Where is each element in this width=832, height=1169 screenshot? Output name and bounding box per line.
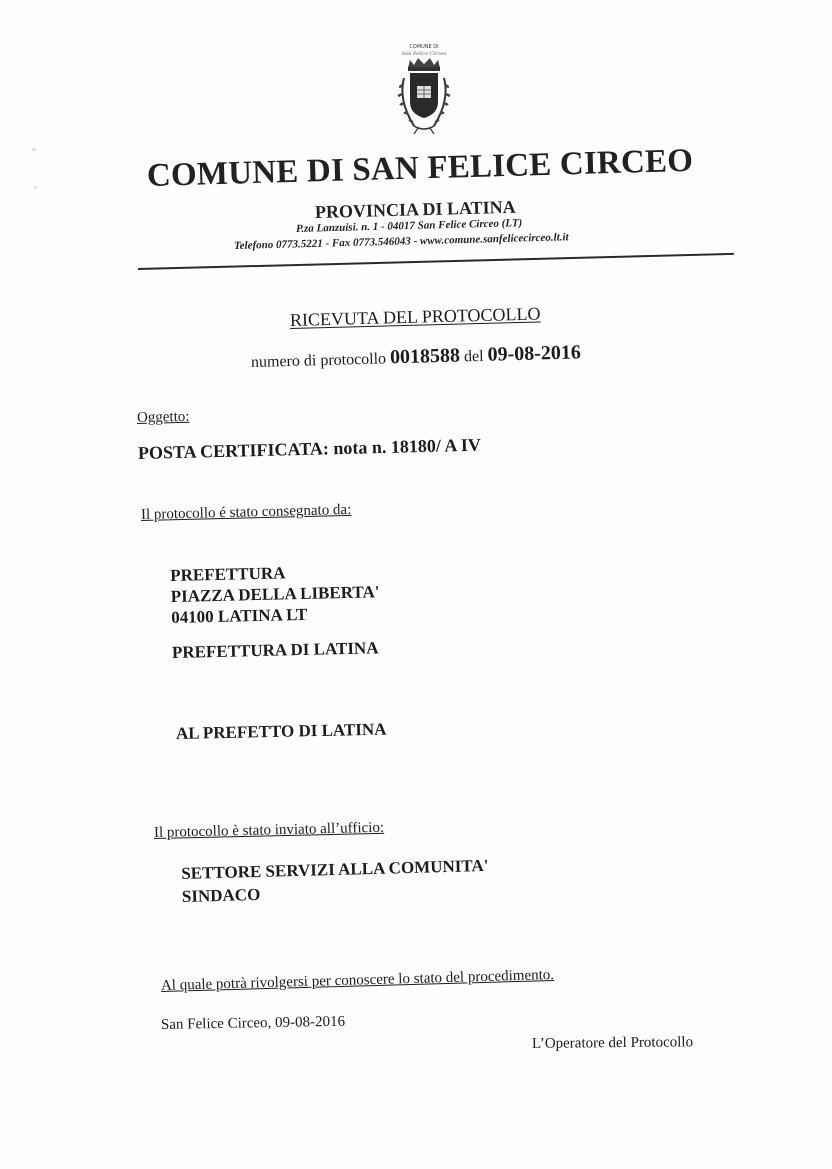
- office-line: SINDACO: [181, 884, 261, 906]
- svg-text:San Felice Circeo: San Felice Circeo: [401, 51, 447, 57]
- procedure-note: Al quale potrà rivolgersi per conoscere lo stato del procedimento.: [160, 967, 555, 994]
- municipality-address: P.za Lanzuisi. n. 1 - 04017 San Felice Circeo (LT): [295, 217, 523, 235]
- office-line: SETTORE SERVIZI ALLA COMUNITA': [181, 855, 489, 883]
- protocol-number-label: numero di protocollo: [250, 350, 387, 371]
- sender-organization: PREFETTURA DI LATINA: [171, 638, 379, 662]
- protocol-date: 09-08-2016: [487, 341, 582, 366]
- protocol-date-label: del: [463, 347, 484, 366]
- coat-of-arms-icon: [384, 40, 464, 140]
- recipient: AL PREFETTO DI LATINA: [175, 719, 387, 743]
- sender-line: 04100 LATINA LT: [170, 604, 308, 627]
- protocol-number: 0018588: [389, 344, 461, 369]
- subject-label: Oggetto:: [136, 408, 190, 426]
- emblem-caption: COMUNE DI: [409, 44, 439, 50]
- subject-value: POSTA CERTIFICATA: nota n. 18180/ A IV: [137, 434, 482, 463]
- delivered-by-label: Il protocollo é stato consegnato da:: [140, 501, 352, 523]
- sender-line: PIAZZA DELLA LIBERTA': [170, 582, 380, 606]
- province-name: PROVINCIA DI LATINA: [314, 196, 516, 222]
- protocol-number-line: [251, 341, 581, 373]
- operator-signature: L’Operatore del Protocollo: [531, 1034, 694, 1052]
- scan-artifact: [34, 186, 37, 189]
- header-divider: [138, 253, 734, 270]
- receipt-title: RICEVUTA DEL PROTOCOLLO: [289, 303, 541, 330]
- municipality-contacts: Telefono 0773.5221 - Fax 0773.546043 - www.comune.sanfelicecirceo.lt.it: [233, 231, 569, 252]
- place-and-date: San Felice Circeo, 09-08-2016: [160, 1013, 346, 1033]
- office-block: [181, 854, 489, 908]
- scan-artifact: [32, 148, 36, 151]
- sender-line: PREFETTURA: [170, 563, 286, 585]
- sent-to-label: Il protocollo è stato inviato all’ufficio:: [153, 819, 385, 841]
- sender-block: [170, 560, 381, 663]
- municipality-title: COMUNE DI SAN FELICE CIRCEO: [146, 142, 694, 194]
